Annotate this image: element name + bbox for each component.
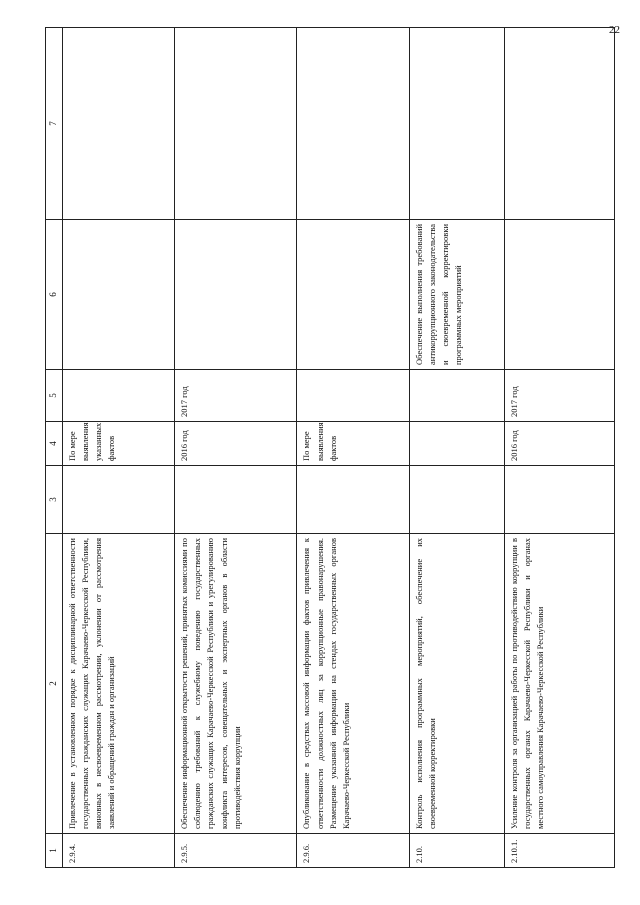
- table-row: [175, 28, 297, 868]
- expected-result-cell: [297, 220, 409, 370]
- column-header-3: 3: [46, 466, 63, 534]
- table-row: [62, 28, 174, 868]
- table-row: [409, 28, 504, 868]
- header-row: [46, 28, 63, 868]
- rotated-table-container: [45, 28, 615, 868]
- column-header-4: 4: [46, 422, 63, 466]
- indicator-cell: [504, 28, 614, 220]
- table-row: [504, 28, 614, 868]
- row-number: 2.10.: [409, 834, 504, 868]
- indicator-cell: [175, 28, 297, 220]
- row-number: 2.9.5.: [175, 834, 297, 868]
- column-header-1: 1: [46, 834, 63, 868]
- column-header-6: 6: [46, 220, 63, 370]
- expected-result-cell: [504, 220, 614, 370]
- expected-result-cell: Обеспечение выполнения требований антикоррупционного законодательства и своевременной корректировки программных мероприятий: [409, 220, 504, 370]
- start-term-cell: 2016 год: [175, 422, 297, 466]
- end-term-cell: [297, 370, 409, 422]
- row-number: 2.9.4.: [62, 834, 174, 868]
- measure-description: Обеспечение информационной открытости решений, принятых комиссиями по соблюдению требований к служебному поведению государственных гражданских служащих Карачаево-Черкесской Республики и урегулированию конфликта интересов, совещательных и экспертных органов в области противодействия коррупции: [175, 534, 297, 834]
- start-term-cell: [409, 422, 504, 466]
- row-number: 2.9.6.: [297, 834, 409, 868]
- measures-table: [45, 27, 615, 868]
- indicator-cell: [62, 28, 174, 220]
- measure-description: Опубликование в средствах массовой информации фактов привлечения к ответственности должностных лиц за коррупционные правонарушения. Размещение указанной информации на стендах государственных органов Карачаево-Черкесской Республики: [297, 534, 409, 834]
- executor-cell: [297, 466, 409, 534]
- executor-cell: [62, 466, 174, 534]
- start-term-cell: 2016 год: [504, 422, 614, 466]
- start-term-cell: По мере выявления фактов: [297, 422, 409, 466]
- end-term-cell: [62, 370, 174, 422]
- measure-description: Усиление контроля за организацией работы по противодействию коррупции в государственных органах Карачаево-Черкесской Республики и органах местного самоуправления Карачаево-Черкесской Республики: [504, 534, 614, 834]
- measure-description: Контроль исполнения программных мероприятий, обеспечение их своевременной корректировки: [409, 534, 504, 834]
- expected-result-cell: [175, 220, 297, 370]
- column-header-2: 2: [46, 534, 63, 834]
- column-header-7: 7: [46, 28, 63, 220]
- end-term-cell: 2017 год: [504, 370, 614, 422]
- end-term-cell: 2017 год: [175, 370, 297, 422]
- expected-result-cell: [62, 220, 174, 370]
- start-term-cell: По мере выявления указанных фактов: [62, 422, 174, 466]
- row-number: 2.10.1.: [504, 834, 614, 868]
- executor-cell: [504, 466, 614, 534]
- end-term-cell: [409, 370, 504, 422]
- measure-description: Привлечение в установленном порядке к дисциплинарной ответственности государственных гражданских служащих Карачаево-Черкесской Республики, виновных в несвоевременном рассмотрении, уклонении от рассмотрения заявлений и обращений граждан и организаций: [62, 534, 174, 834]
- page-number: 22: [609, 24, 620, 36]
- executor-cell: [409, 466, 504, 534]
- column-header-5: 5: [46, 370, 63, 422]
- table-row: [297, 28, 409, 868]
- indicator-cell: [409, 28, 504, 220]
- executor-cell: [175, 466, 297, 534]
- indicator-cell: [297, 28, 409, 220]
